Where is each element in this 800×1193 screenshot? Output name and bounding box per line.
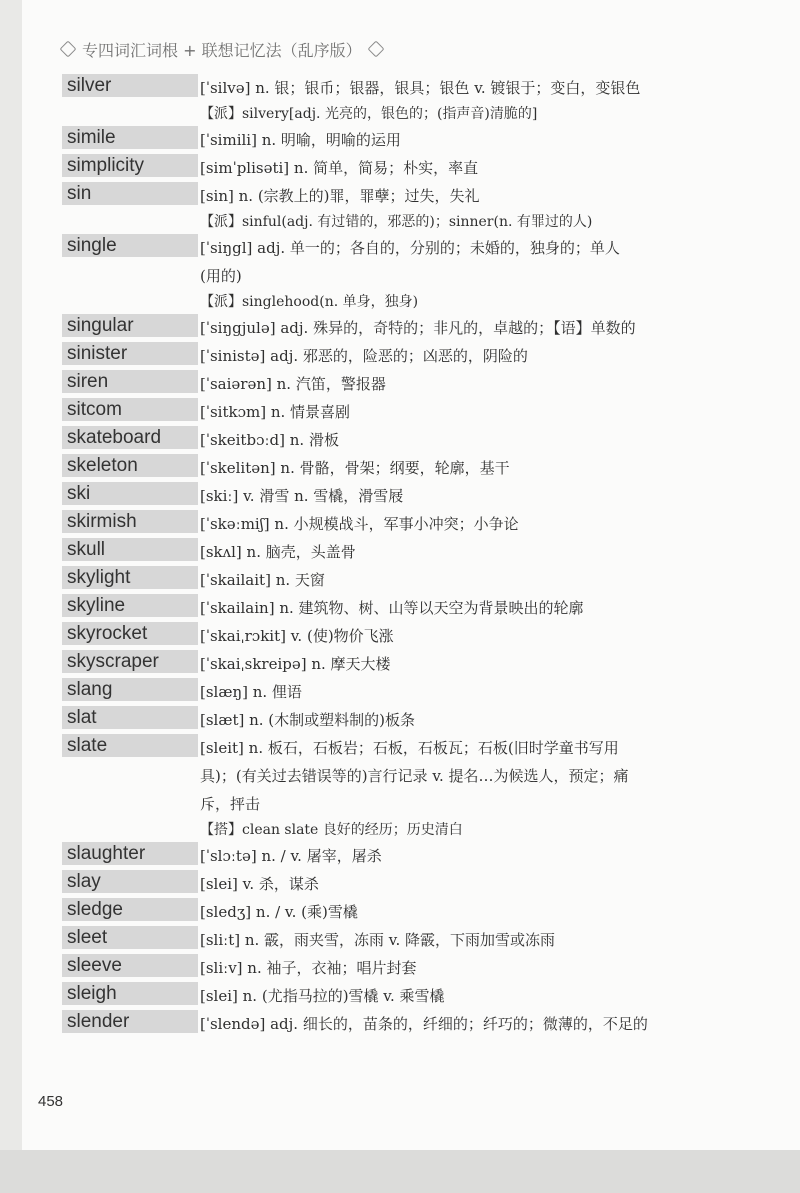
definition-block bbox=[200, 182, 712, 234]
vocab-entry bbox=[62, 734, 712, 842]
diamond-right-icon bbox=[367, 41, 384, 58]
definition-block bbox=[200, 426, 712, 454]
definition-line: [sliːt] n. 霰，雨夹雪，冻雨 v. 降霰，下雨加雪或冻雨 bbox=[200, 931, 556, 949]
vocab-entry bbox=[62, 398, 712, 426]
definition-line: [simˈplisəti] n. 简单，简易；朴实，率直 bbox=[200, 159, 479, 177]
definition-line: [skʌl] n. 脑壳，头盖骨 bbox=[200, 543, 356, 561]
definition-block bbox=[200, 1010, 712, 1038]
headword: simile bbox=[62, 126, 198, 149]
headword: single bbox=[62, 234, 198, 257]
definition-line: [sledʒ] n. / v. (乘)雪橇 bbox=[200, 903, 358, 921]
definition-line: 具)；(有关过去错误等的)言行记录 v. 提名…为候选人，预定；痛 bbox=[200, 767, 629, 785]
definition-block bbox=[200, 454, 712, 482]
headword: sleeve bbox=[62, 954, 198, 977]
vocab-entry bbox=[62, 454, 712, 482]
definition-line: [ˈslɔːtə] n. / v. 屠宰，屠杀 bbox=[200, 847, 382, 865]
vocab-entry bbox=[62, 926, 712, 954]
vocab-entry bbox=[62, 566, 712, 594]
vocab-entry bbox=[62, 426, 712, 454]
definition-line: [ˈslendə] adj. 细长的，苗条的，纤细的；纤巧的；微薄的，不足的 bbox=[200, 1015, 648, 1033]
vocab-entry bbox=[62, 898, 712, 926]
definition-line: [ˈsiŋgl] adj. 单一的；各自的，分别的；未婚的，独身的；单人 bbox=[200, 239, 620, 257]
definition-block bbox=[200, 594, 712, 622]
derivative-line: 【搭】clean slate 良好的经历；历史清白 bbox=[200, 822, 463, 838]
header-title: 专四词汇词根 + 联想记忆法（乱序版） bbox=[82, 40, 362, 60]
derivative-line: 【派】singlehood(n. 单身，独身) bbox=[200, 294, 419, 310]
definition-line: [ˈskeitbɔːd] n. 滑板 bbox=[200, 431, 339, 449]
definition-line: [ˈsiŋgjulə] adj. 殊异的，奇特的；非凡的，卓越的；【语】单数的 bbox=[200, 319, 636, 337]
scan-shadow bbox=[0, 1150, 800, 1193]
diamond-left-icon bbox=[60, 41, 77, 58]
headword: sleet bbox=[62, 926, 198, 949]
vocab-entry bbox=[62, 538, 712, 566]
vocab-entry bbox=[62, 510, 712, 538]
definition-block bbox=[200, 154, 712, 182]
definition-block bbox=[200, 314, 712, 342]
headword: simplicity bbox=[62, 154, 198, 177]
running-header bbox=[62, 36, 382, 62]
headword: slate bbox=[62, 734, 198, 757]
vocab-entry bbox=[62, 154, 712, 182]
definition-line: [ˈsaiərən] n. 汽笛，警报器 bbox=[200, 375, 386, 393]
headword: skyscraper bbox=[62, 650, 198, 673]
headword: slang bbox=[62, 678, 198, 701]
vocabulary-list bbox=[62, 74, 712, 1038]
definition-block bbox=[200, 678, 712, 706]
vocab-entry bbox=[62, 74, 712, 126]
definition-line: [sin] n. (宗教上的)罪，罪孽；过失，失礼 bbox=[200, 187, 480, 205]
vocab-entry bbox=[62, 234, 712, 314]
headword: skyrocket bbox=[62, 622, 198, 645]
definition-line: [skiː] v. 滑雪 n. 雪橇，滑雪屐 bbox=[200, 487, 404, 505]
definition-block bbox=[200, 510, 712, 538]
headword: ski bbox=[62, 482, 198, 505]
vocab-entry bbox=[62, 482, 712, 510]
definition-block bbox=[200, 734, 712, 842]
definition-block bbox=[200, 398, 712, 426]
vocab-entry bbox=[62, 182, 712, 234]
definition-line: [slei] n. (尤指马拉的)雪橇 v. 乘雪橇 bbox=[200, 987, 445, 1005]
definition-block bbox=[200, 234, 712, 314]
definition-line: [ˈskelitən] n. 骨骼，骨架；纲要，轮廓，基干 bbox=[200, 459, 510, 477]
headword: slaughter bbox=[62, 842, 198, 865]
definition-line: [sliːv] n. 袖子，衣袖；唱片封套 bbox=[200, 959, 417, 977]
headword: skirmish bbox=[62, 510, 198, 533]
definition-line: [ˈsinistə] adj. 邪恶的，险恶的；凶恶的，阴险的 bbox=[200, 347, 528, 365]
headword: sinister bbox=[62, 342, 198, 365]
vocab-entry bbox=[62, 1010, 712, 1038]
vocab-entry bbox=[62, 706, 712, 734]
vocab-entry bbox=[62, 870, 712, 898]
definition-block bbox=[200, 982, 712, 1010]
definition-line: [ˈsilvə] n. 银；银币；银器，银具；银色 v. 镀银于；变白，变银色 bbox=[200, 79, 641, 97]
definition-line: [slæŋ] n. 俚语 bbox=[200, 683, 302, 701]
headword: sleigh bbox=[62, 982, 198, 1005]
vocab-entry bbox=[62, 982, 712, 1010]
headword: sitcom bbox=[62, 398, 198, 421]
definition-line: [ˈsitkɔm] n. 情景喜剧 bbox=[200, 403, 351, 421]
definition-block bbox=[200, 898, 712, 926]
definition-line: [ˈskaiˌrɔkit] v. (使)物价飞涨 bbox=[200, 627, 394, 645]
headword: siren bbox=[62, 370, 198, 393]
definition-block bbox=[200, 74, 712, 126]
definition-line: [ˈskaiˌskreipə] n. 摩天大楼 bbox=[200, 655, 391, 673]
definition-block bbox=[200, 622, 712, 650]
definition-block bbox=[200, 870, 712, 898]
definition-block bbox=[200, 650, 712, 678]
headword: silver bbox=[62, 74, 198, 97]
headword: slay bbox=[62, 870, 198, 893]
vocab-entry bbox=[62, 650, 712, 678]
headword: skull bbox=[62, 538, 198, 561]
definition-block bbox=[200, 842, 712, 870]
vocab-entry bbox=[62, 370, 712, 398]
definition-line: [ˈskailait] n. 天窗 bbox=[200, 571, 325, 589]
vocab-entry bbox=[62, 622, 712, 650]
vocab-entry bbox=[62, 314, 712, 342]
definition-line: [sleit] n. 板石，石板岩；石板，石板瓦；石板(旧时学童书写用 bbox=[200, 739, 619, 757]
page-number: 458 bbox=[38, 1093, 64, 1110]
headword: sledge bbox=[62, 898, 198, 921]
definition-line: (用的) bbox=[200, 267, 242, 285]
headword: sin bbox=[62, 182, 198, 205]
vocab-entry bbox=[62, 126, 712, 154]
definition-line: [ˈskailain] n. 建筑物、树、山等以天空为背景映出的轮廓 bbox=[200, 599, 584, 617]
derivative-line: 【派】sinful(adj. 有过错的，邪恶的)；sinner(n. 有罪过的人) bbox=[200, 214, 593, 230]
definition-line: [ˈskəːmiʃ] n. 小规模战斗，军事小冲突；小争论 bbox=[200, 515, 519, 533]
vocab-entry bbox=[62, 594, 712, 622]
definition-block bbox=[200, 370, 712, 398]
definition-line: [slæt] n. (木制或塑料制的)板条 bbox=[200, 711, 415, 729]
headword: skateboard bbox=[62, 426, 198, 449]
definition-line: [ˈsimili] n. 明喻，明喻的运用 bbox=[200, 131, 401, 149]
definition-block bbox=[200, 538, 712, 566]
headword: skylight bbox=[62, 566, 198, 589]
definition-block bbox=[200, 566, 712, 594]
definition-block bbox=[200, 706, 712, 734]
derivative-line: 【派】silvery[adj. 光亮的，银色的；(指声音)清脆的] bbox=[200, 106, 538, 122]
definition-line: 斥，抨击 bbox=[200, 795, 261, 813]
definition-block bbox=[200, 126, 712, 154]
vocab-entry bbox=[62, 954, 712, 982]
headword: skeleton bbox=[62, 454, 198, 477]
definition-line: [slei] v. 杀，谋杀 bbox=[200, 875, 319, 893]
headword: slender bbox=[62, 1010, 198, 1033]
vocab-entry bbox=[62, 842, 712, 870]
headword: singular bbox=[62, 314, 198, 337]
definition-block bbox=[200, 342, 712, 370]
definition-block bbox=[200, 954, 712, 982]
vocab-entry bbox=[62, 678, 712, 706]
headword: slat bbox=[62, 706, 198, 729]
definition-block bbox=[200, 482, 712, 510]
headword: skyline bbox=[62, 594, 198, 617]
definition-block bbox=[200, 926, 712, 954]
vocab-entry bbox=[62, 342, 712, 370]
